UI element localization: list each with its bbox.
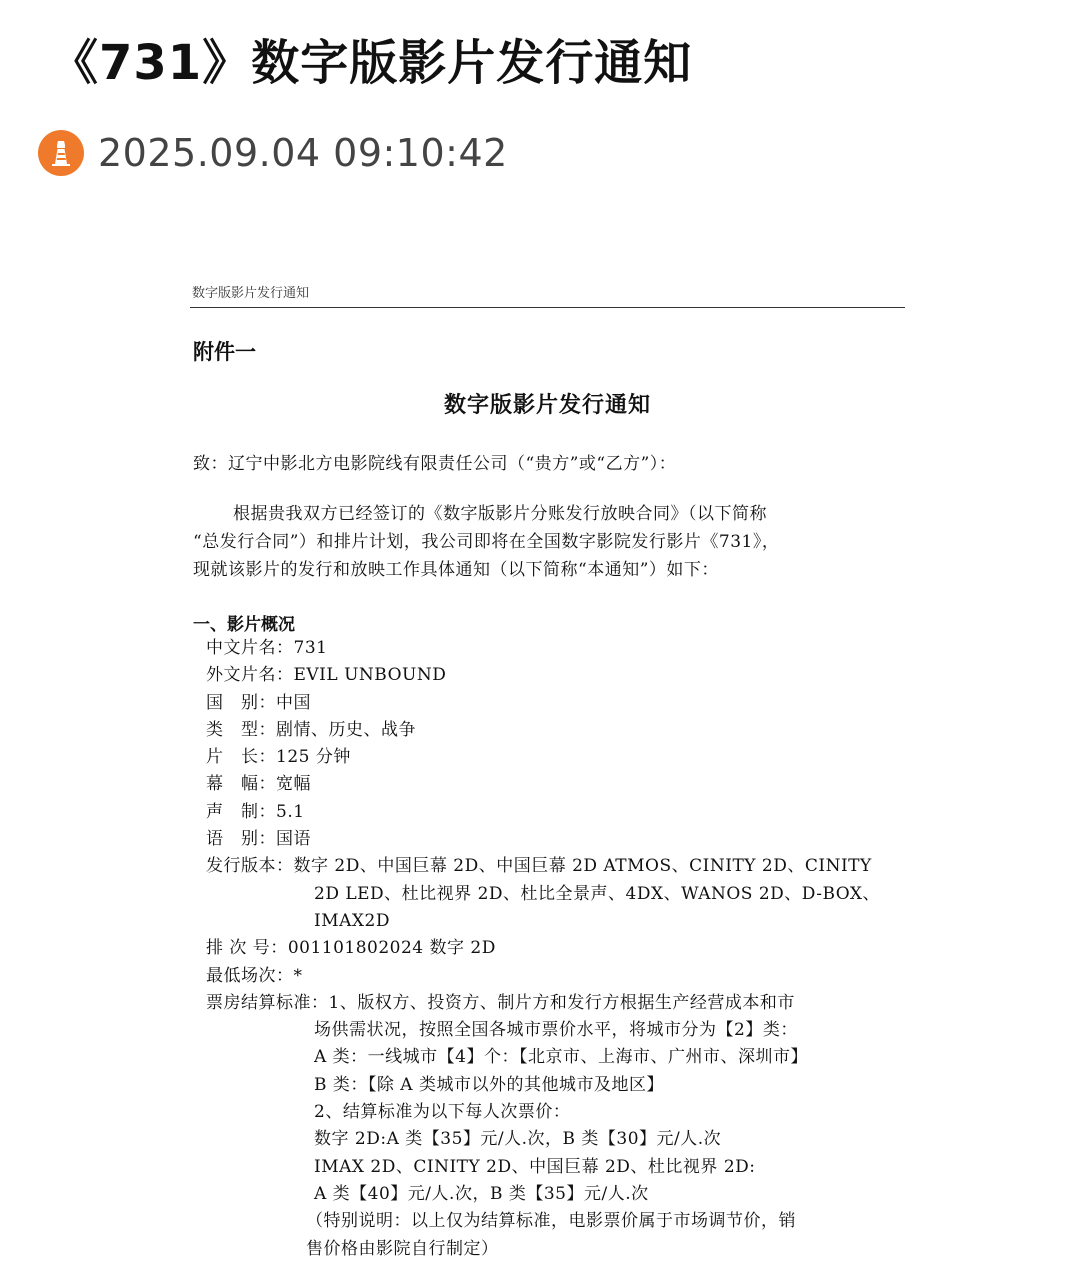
article-title: 《731》数字版影片发行通知 [50, 35, 693, 91]
info-continuation: （特别说明：以上仅为结算标准，电影票价属于市场调节价，销 [306, 1211, 796, 1232]
info-row-min-screenings [190, 963, 905, 990]
intro-line: 根据贵我双方已经签订的《数字版影片分账发行放映合同》（以下简称 [233, 504, 767, 524]
info-value: 宽幅 [276, 774, 311, 795]
film-info-list [190, 635, 905, 1263]
intro-line: 现就该影片的发行和放映工作具体通知（以下简称“本通知”）如下： [193, 560, 719, 580]
info-row-serial [190, 935, 905, 962]
info-row-cn-name [190, 635, 905, 662]
info-value: 剧情、历史、战争 [276, 719, 416, 740]
info-continuation: 售价格由影院自行制定） [306, 1238, 499, 1259]
info-label: 片 长： [206, 747, 276, 768]
info-continuation: A 类：一线城市【4】个：【北京市、上海市、广州市、深圳市】 [314, 1047, 808, 1068]
info-row-genre [190, 717, 905, 744]
article-meta [38, 128, 508, 178]
info-continuation: 数字 2D:A 类【35】元/人.次，B 类【30】元/人.次 [314, 1129, 722, 1150]
info-label: 中文片名： [206, 638, 294, 658]
info-label: 类 型： [206, 719, 276, 740]
document-running-header: 数字版影片发行通知 [190, 282, 905, 308]
info-label: 外文片名： [206, 665, 294, 686]
info-continuation: IMAX2D [314, 910, 390, 931]
info-continuation: B 类：【除 A 类城市以外的其他城市及地区】 [314, 1074, 664, 1095]
info-label: 声 制： [206, 801, 276, 822]
publish-timestamp: 2025.09.04 09:10:42 [98, 131, 508, 175]
info-label: 排 次 号： [206, 938, 288, 959]
info-value: 731 [293, 638, 328, 658]
info-continuation: 场供需状况，按照全国各城市票价水平，将城市分为【2】类： [314, 1020, 798, 1041]
info-continuation: IMAX 2D、CINITY 2D、中国巨幕 2D、杜比视界 2D: [314, 1156, 756, 1177]
intro-line: “总发行合同”）和排片计划，我公司即将在全国数字影院发行影片《731》， [193, 532, 780, 552]
info-continuation: 2、结算标准为以下每人次票价： [314, 1102, 571, 1123]
info-row-en-name [190, 662, 905, 689]
section-title-film-overview: 一、影片概况 [193, 615, 295, 635]
info-value: 中国 [276, 692, 311, 713]
info-row-country [190, 690, 905, 717]
intro-paragraph [190, 500, 905, 584]
document-title: 数字版影片发行通知 [443, 392, 651, 418]
info-row-length [190, 744, 905, 771]
info-continuation: 2D LED、杜比视界 2D、杜比全景声、4DX、WANOS 2D、D-BOX、 [314, 883, 881, 904]
info-value: 1、版权方、投资方、制片方和发行方根据生产经营成本和市 [328, 992, 795, 1013]
info-row-sound [190, 799, 905, 826]
info-value: 5.1 [276, 801, 305, 822]
info-value: * [293, 965, 303, 986]
info-value: 国语 [276, 829, 311, 850]
lighthouse-icon [46, 138, 76, 168]
info-label: 发行版本： [206, 856, 294, 877]
info-label: 幕 幅： [206, 774, 276, 795]
info-label: 票房结算标准： [206, 992, 329, 1013]
info-label: 语 别： [206, 829, 276, 850]
info-row-language [190, 826, 905, 853]
annex-label: 附件一 [193, 339, 256, 364]
info-value: EVIL UNBOUND [293, 665, 447, 686]
info-row-settlement [190, 990, 905, 1017]
recipient-line: 致：辽宁中影北方电影院线有限责任公司（“贵方”或“乙方”）： [193, 454, 677, 474]
info-label: 国 别： [206, 692, 276, 713]
info-value: 001101802024 数字 2D [287, 938, 496, 959]
publisher-avatar[interactable] [38, 130, 84, 176]
info-value: 125 分钟 [276, 747, 351, 768]
info-row-versions [190, 853, 905, 880]
info-label: 最低场次： [206, 965, 294, 986]
info-continuation: A 类【40】元/人.次，B 类【35】元/人.次 [314, 1183, 649, 1204]
notice-document [190, 282, 905, 1263]
info-value: 数字 2D、中国巨幕 2D、中国巨幕 2D ATMOS、CINITY 2D、CINITY [293, 856, 872, 877]
info-row-screen [190, 771, 905, 798]
